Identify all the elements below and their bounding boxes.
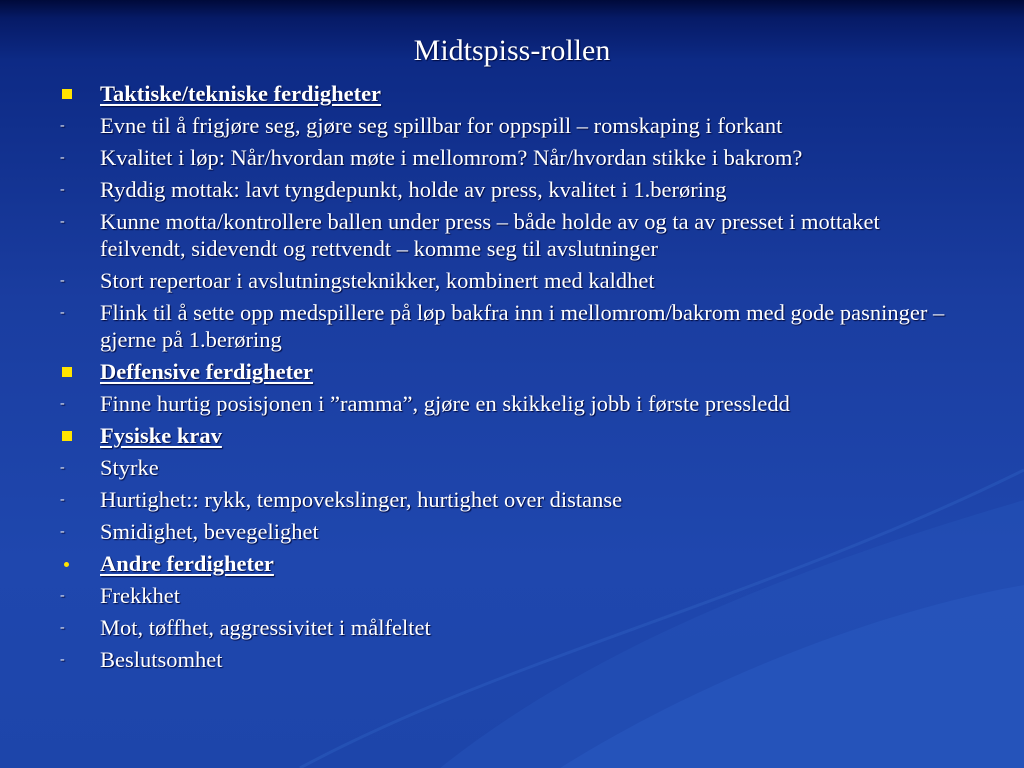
item-text: Evne til å frigjøre seg, gjøre seg spillbar for oppspill – romskaping i forkant <box>100 113 783 138</box>
list-item <box>58 646 958 673</box>
list-item <box>58 176 958 203</box>
list-item <box>58 454 958 481</box>
section-heading: Deffensive ferdigheter <box>100 359 314 384</box>
dash-bullet: - <box>60 396 65 411</box>
item-text: Ryddig mottak: lavt tyngdepunkt, holde av press, kvalitet i 1.berøring <box>100 177 727 202</box>
dash-bullet: - <box>60 620 65 635</box>
item-text: Smidighet, bevegelighet <box>100 519 319 544</box>
dot-bullet-icon <box>58 550 78 577</box>
list-item <box>58 358 958 385</box>
bullet-list <box>58 80 958 678</box>
list-item <box>58 422 958 449</box>
dash-bullet: - <box>60 492 65 507</box>
slide-title: Midtspiss-rollen <box>413 34 611 67</box>
dash-bullet: - <box>60 524 65 539</box>
item-text: Kunne motta/kontrollere ballen under press – både holde av og ta av presset i mottaket feilvendt, sidevendt og rettvendt – komme seg til avslutninger <box>100 209 880 261</box>
list-item <box>58 112 958 139</box>
dash-bullet: - <box>60 588 65 603</box>
list-item <box>58 208 958 262</box>
item-text: Kvalitet i løp: Når/hvordan møte i mellomrom? Når/hvordan stikke i bakrom? <box>100 145 803 170</box>
dash-bullet: - <box>60 118 65 133</box>
list-item <box>58 144 958 171</box>
section-heading: Andre ferdigheter <box>100 551 274 576</box>
dash-bullet: - <box>60 652 65 667</box>
list-item <box>58 486 958 513</box>
list-item <box>58 582 958 609</box>
list-item <box>58 518 958 545</box>
list-item <box>58 614 958 641</box>
item-text: Styrke <box>100 455 159 480</box>
square-bullet-icon <box>58 358 78 385</box>
item-text: Finne hurtig posisjonen i ”ramma”, gjøre en skikkelig jobb i første pressledd <box>100 391 790 416</box>
item-text: Hurtighet:: rykk, tempovekslinger, hurtighet over distanse <box>100 487 623 512</box>
list-item <box>58 80 958 107</box>
dash-bullet: - <box>60 460 65 475</box>
dash-bullet: - <box>60 150 65 165</box>
item-text: Mot, tøffhet, aggressivitet i målfeltet <box>100 615 431 640</box>
list-item <box>58 299 958 353</box>
item-text: Stort repertoar i avslutningsteknikker, kombinert med kaldhet <box>100 268 655 293</box>
dash-bullet: - <box>60 182 65 197</box>
item-text: Flink til å sette opp medspillere på løp bakfra inn i mellomrom/bakrom med gode pasninger – gjerne på 1.berøring <box>100 300 945 352</box>
list-item <box>58 550 958 577</box>
item-text: Frekkhet <box>100 583 180 608</box>
dash-bullet: - <box>60 273 65 288</box>
dash-bullet: - <box>60 214 65 229</box>
section-heading: Taktiske/tekniske ferdigheter <box>100 81 382 106</box>
list-item <box>58 267 958 294</box>
dash-bullet: - <box>60 305 65 320</box>
list-item <box>58 390 958 417</box>
square-bullet-icon <box>58 422 78 449</box>
section-heading: Fysiske krav <box>100 423 222 448</box>
item-text: Beslutsomhet <box>100 647 223 672</box>
square-bullet-icon <box>58 80 78 107</box>
